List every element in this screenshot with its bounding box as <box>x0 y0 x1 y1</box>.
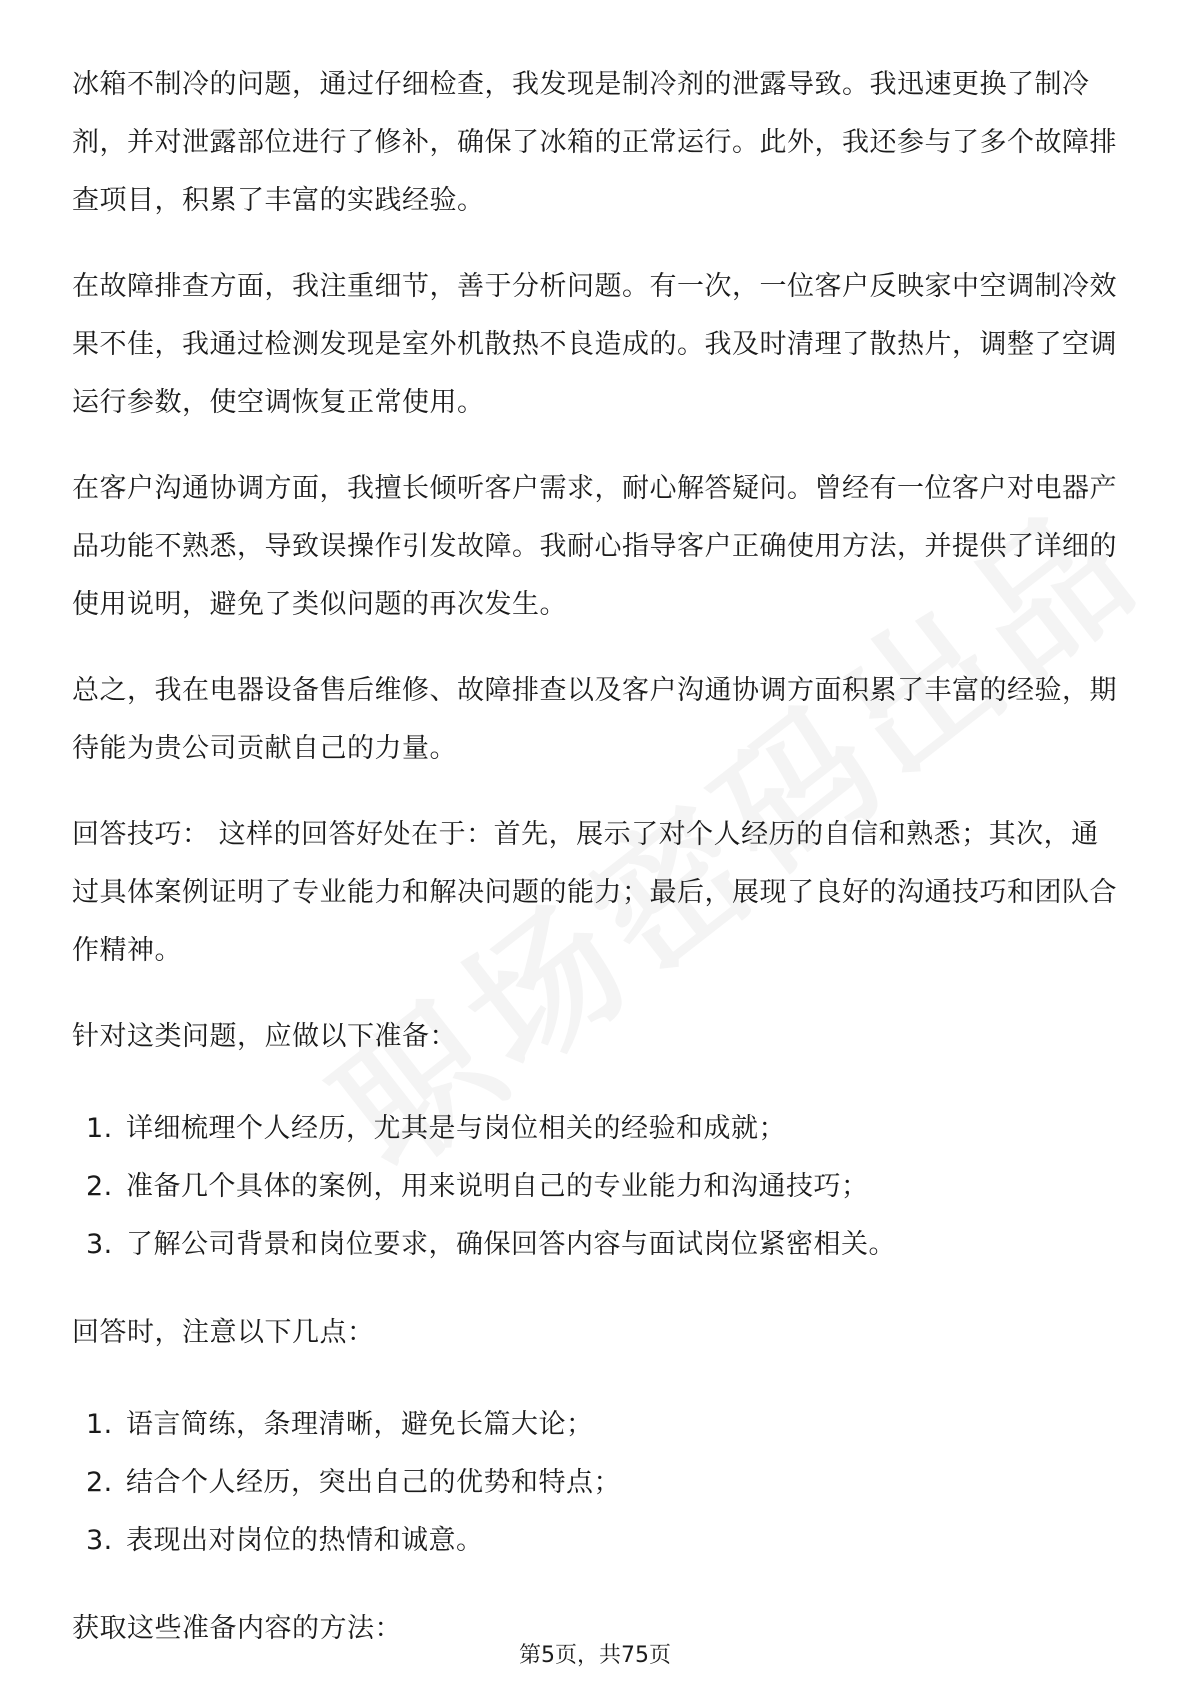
list-item: 1. 详细梳理个人经历，尤其是与岗位相关的经验和成就； <box>86 1113 786 1144</box>
list-item: 2. 准备几个具体的案例，用来说明自己的专业能力和沟通技巧； <box>86 1171 869 1202</box>
list-item: 3. 表现出对岗位的热情和诚意。 <box>86 1525 484 1556</box>
paragraph-troubleshooting: 在故障排查方面，我注重细节，善于分析问题。有一次，一位客户反映家中空调制冷效果不佳，我通过检测发现是室外机散热不良造成的。我及时清理了散热片，调整了空调运行参数，使空调恢复正常使用。 <box>72 271 1117 418</box>
document-body <box>72 56 1122 1686</box>
paragraph-summary: 总之，我在电器设备售后维修、故障排查以及客户沟通协调方面积累了丰富的经验，期待能为贵公司贡献自己的力量。 <box>72 675 1117 764</box>
paragraph-customer-communication: 在客户沟通协调方面，我擅长倾听客户需求，耐心解答疑问。曾经有一位客户对电器产品功能不熟悉，导致误操作引发故障。我耐心指导客户正确使用方法，并提供了详细的使用说明，避免了类似问题的再次发生。 <box>72 473 1117 620</box>
paragraph-prep-heading: 针对这类问题，应做以下准备： <box>72 1021 457 1052</box>
tips-list <box>72 1396 1122 1570</box>
list-item: 3. 了解公司背景和岗位要求，确保回答内容与面试岗位紧密相关。 <box>86 1229 896 1260</box>
paragraph-methods-heading: 获取这些准备内容的方法： <box>72 1613 402 1644</box>
paragraph-answer-tips: 回答技巧： 这样的回答好处在于：首先，展示了对个人经历的自信和熟悉；其次，通过具体案例证明了专业能力和解决问题的能力；最后，展现了良好的沟通技巧和团队合作精神。 <box>72 819 1117 966</box>
list-item: 2. 结合个人经历，突出自己的优势和特点； <box>86 1467 621 1498</box>
prep-list <box>72 1100 1122 1274</box>
list-item: 1. 语言简练，条理清晰，避免长篇大论； <box>86 1409 594 1440</box>
paragraph-notes-heading: 回答时，注意以下几点： <box>72 1317 375 1348</box>
paragraph-fridge-repair: 冰箱不制冷的问题，通过仔细检查，我发现是制冷剂的泄露导致。我迅速更换了制冷剂，并对泄露部位进行了修补，确保了冰箱的正常运行。此外，我还参与了多个故障排查项目，积累了丰富的实践经验。 <box>72 69 1117 216</box>
page-number: 第5页，共75页 <box>519 1643 671 1668</box>
